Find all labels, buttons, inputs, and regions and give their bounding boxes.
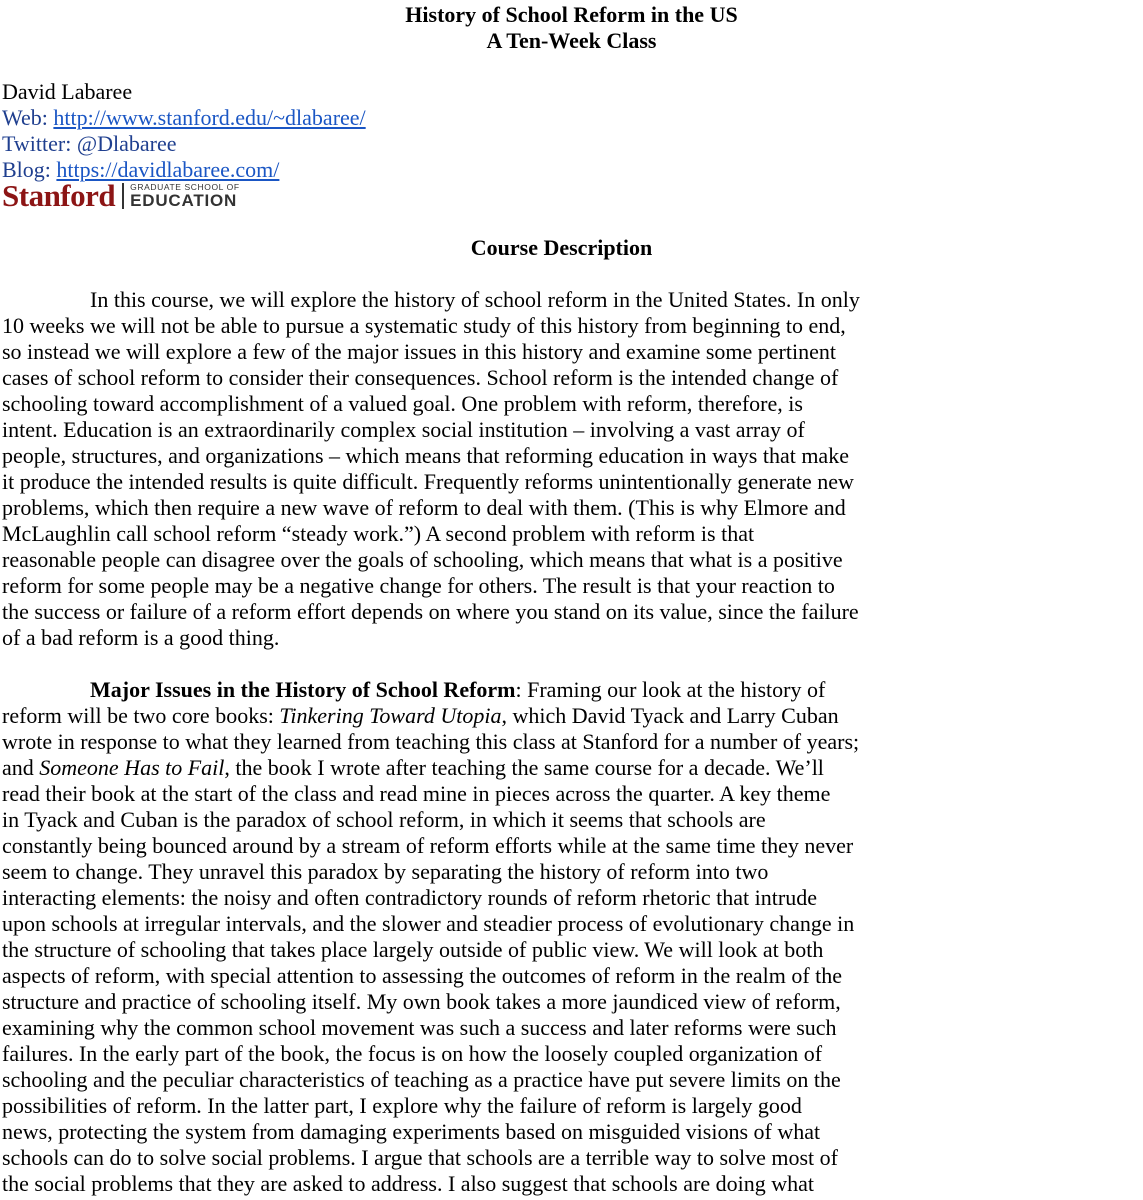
author-block xyxy=(2,79,366,183)
text-line: read their book at the start of the class and read mine in pieces across the quarter. A key theme xyxy=(2,781,831,806)
blog-link[interactable]: https://davidlabaree.com/ xyxy=(56,157,280,182)
logo-wordmark: Stanford xyxy=(2,178,116,213)
text-line: so instead we will explore a few of the major issues in this history and examine some pertinent xyxy=(2,339,836,364)
text-line: In this course, we will explore the history of school reform in the United States. In only xyxy=(90,287,860,312)
book-title: Someone Has to Fail xyxy=(39,755,225,780)
logo-small-text: GRADUATE SCHOOL OF xyxy=(130,181,240,192)
text-line: upon schools at irregular intervals, and the slower and steadier process of evolutionary change in xyxy=(2,911,855,936)
text-line: the social problems that they are asked to address. I also suggest that schools are doing what xyxy=(2,1171,814,1196)
text-line: examining why the common school movement was such a success and later reforms were such xyxy=(2,1015,837,1040)
book-title: Tinkering Toward Utopia xyxy=(279,703,502,728)
text-line: schools can do to solve social problems. I argue that schools are a terrible way to solve most of xyxy=(2,1145,838,1170)
blog-label: Blog: xyxy=(2,157,57,182)
line-text: : Framing our look at the history of xyxy=(515,677,826,702)
web-line xyxy=(2,105,366,131)
text-line xyxy=(2,755,1140,781)
text-line: the structure of schooling that takes place largely outside of public view. We will look at both xyxy=(2,937,824,962)
text-line: intent. Education is an extraordinarily complex social institution – involving a vast array of xyxy=(2,417,805,442)
web-label: Web: xyxy=(2,105,54,130)
stanford-gse-logo xyxy=(2,178,240,213)
text-line: schooling and the peculiar characteristics of teaching as a practice have put severe limits on the xyxy=(2,1067,841,1092)
text-line: structure and practice of schooling itself. My own book takes a more jaundiced view of reform, xyxy=(2,989,841,1014)
text-line: the success or failure of a reform effort depends on where you stand on its value, since the failure xyxy=(2,599,859,624)
text-line: people, structures, and organizations – which means that reforming education in ways that make xyxy=(2,443,849,468)
text-line xyxy=(2,677,1140,703)
text-line: it produce the intended results is quite difficult. Frequently reforms unintentionally generate new xyxy=(2,469,854,494)
text-line: wrote in response to what they learned from teaching this class at Stanford for a number of years; xyxy=(2,729,860,754)
text-line: aspects of reform, with special attention to assessing the outcomes of reform in the realm of the xyxy=(2,963,843,988)
author-name: David Labaree xyxy=(2,79,133,104)
logo-subtitle xyxy=(130,183,240,210)
text-line: failures. In the early part of the book, the focus is on how the loosely coupled organization of xyxy=(2,1041,823,1066)
text-line: in Tyack and Cuban is the paradox of school reform, in which it seems that schools are xyxy=(2,807,766,832)
line-text: reform will be two core books: xyxy=(2,703,280,728)
line-text: , which David Tyack and Larry Cuban xyxy=(501,703,839,728)
twitter-line: Twitter: @Dlabaree xyxy=(2,131,177,156)
logo-big-text: EDUCATION xyxy=(130,190,238,210)
text-line: news, protecting the system from damaging experiments based on misguided visions of what xyxy=(2,1119,821,1144)
text-line: 10 weeks we will not be able to pursue a systematic study of this history from beginning to end, xyxy=(2,313,846,338)
web-link[interactable]: http://www.stanford.edu/~dlabaree/ xyxy=(53,105,366,130)
text-line: interacting elements: the noisy and often contradictory rounds of reform rhetoric that intrude xyxy=(2,885,817,910)
section-heading: Course Description xyxy=(470,235,653,260)
text-line: seem to change. They unravel this paradox by separating the history of reform into two xyxy=(2,859,769,884)
text-line: McLaughlin call school reform “steady work.”) A second problem with reform is that xyxy=(2,521,755,546)
title-line: History of School Reform in the US xyxy=(405,2,738,27)
line-text: , the book I wrote after teaching the same course for a decade. We’ll xyxy=(224,755,824,780)
text-line: problems, which then require a new wave of reform to deal with them. (This is why Elmore and xyxy=(2,495,846,520)
paragraph-course-description xyxy=(2,287,1140,651)
text-line: cases of school reform to consider their consequences. School reform is the intended change of xyxy=(2,365,839,390)
document-title xyxy=(0,2,1143,54)
text-line: of a bad reform is a good thing. xyxy=(2,625,280,650)
text-line: reform for some people may be a negative change for others. The result is that your reaction to xyxy=(2,573,835,598)
text-line: possibilities of reform. In the latter part, I explore why the failure of reform is largely good xyxy=(2,1093,802,1118)
text-line: constantly being bounced around by a stream of reform efforts while at the same time they never xyxy=(2,833,854,858)
paragraph-major-issues xyxy=(2,677,1140,1197)
line-text: and xyxy=(2,755,40,780)
subtitle-line: A Ten-Week Class xyxy=(486,28,657,53)
logo-divider xyxy=(122,183,124,209)
bold-lead: Major Issues in the History of School Reform xyxy=(90,677,516,702)
text-line: schooling toward accomplishment of a valued goal. One problem with reform, therefore, is xyxy=(2,391,803,416)
text-line: reasonable people can disagree over the goals of schooling, which means that what is a positive xyxy=(2,547,843,572)
text-line xyxy=(2,703,1140,729)
